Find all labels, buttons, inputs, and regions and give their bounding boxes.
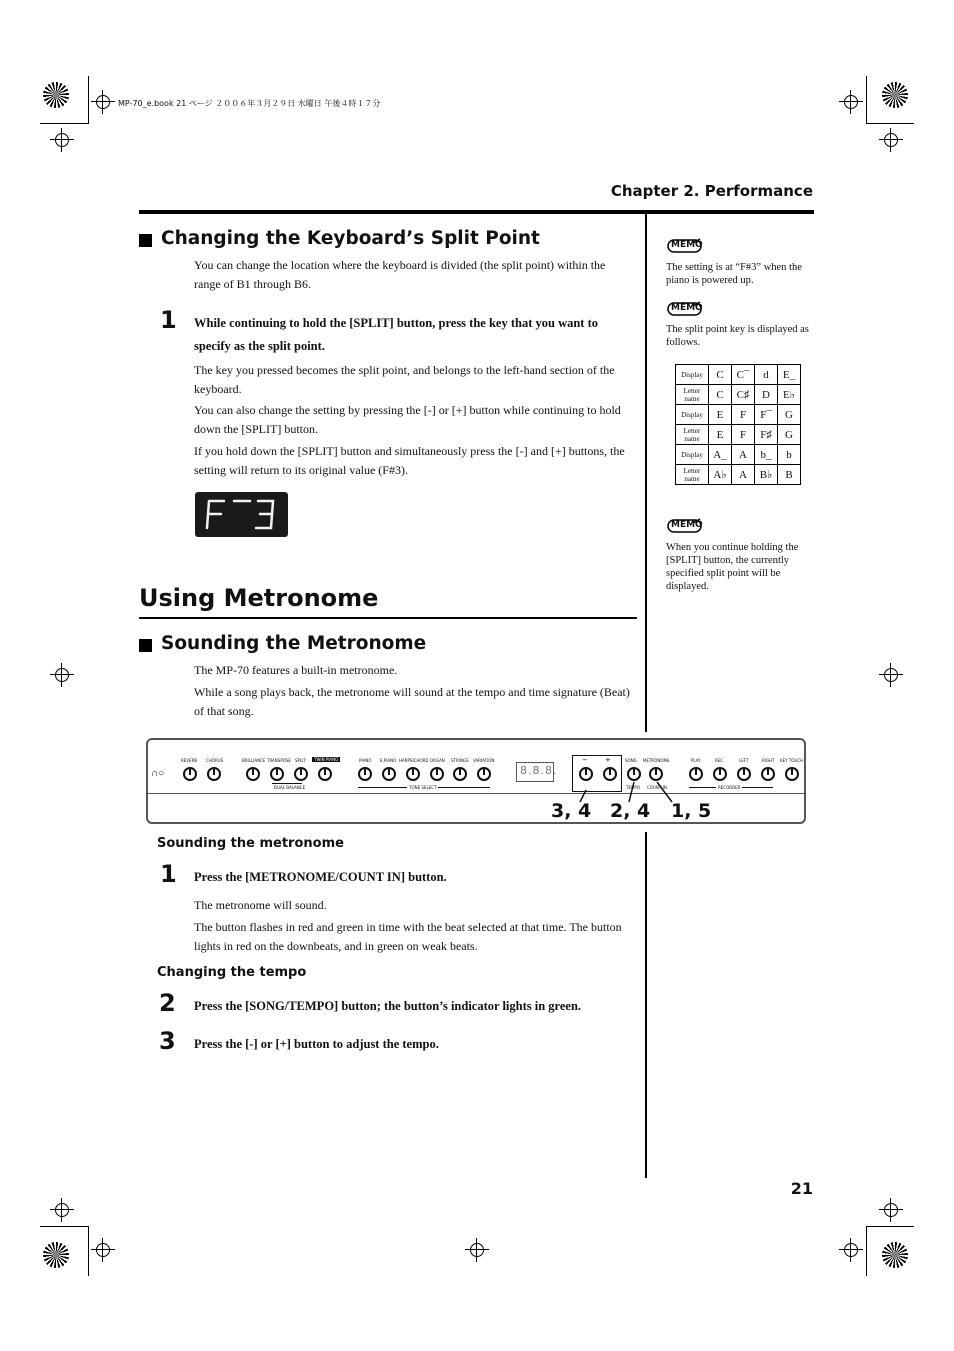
memo-icon <box>667 301 703 317</box>
table-cell: B <box>778 465 801 485</box>
memo-icon <box>667 518 703 534</box>
table-row <box>676 465 801 485</box>
registration-wheel-icon <box>882 1242 908 1268</box>
step-number: 2 <box>159 989 176 1017</box>
headphones-icon: ∩○ <box>151 768 165 779</box>
panel-label: TONE SELECT <box>409 785 437 790</box>
registration-mark-icon <box>844 1243 858 1257</box>
table-cell: b_ <box>755 445 778 465</box>
table-cell: E <box>709 425 732 445</box>
panel-label: − <box>582 756 588 764</box>
table-cell: E <box>709 405 732 425</box>
table-cell: d <box>755 365 778 385</box>
table-cell: b <box>778 445 801 465</box>
table-cell: A♭ <box>709 465 732 485</box>
panel-label: REVERB <box>181 758 198 763</box>
memo-label: MEMO <box>671 520 703 530</box>
step-instruction: Press the [SONG/TEMPO] button; the button’s indicator lights in green. <box>194 999 582 1013</box>
memo-label: MEMO <box>671 303 703 313</box>
table-cell: C <box>709 385 732 405</box>
table-cell: C <box>709 365 732 385</box>
panel-label: SPLIT <box>295 758 306 763</box>
registration-wheel-icon <box>43 82 69 108</box>
paragraph: The metronome will sound. <box>194 898 327 912</box>
table-row <box>676 445 801 465</box>
registration-mark-icon <box>470 1243 484 1257</box>
table-cell: F♯ <box>755 425 778 445</box>
table-row <box>676 385 801 405</box>
table-cell: A <box>732 465 755 485</box>
panel-label: STRINGS <box>451 758 469 763</box>
table-cell: B♭ <box>755 465 778 485</box>
led-display-graphic <box>195 492 288 537</box>
registration-mark-icon <box>884 133 898 147</box>
registration-wheel-icon <box>882 82 908 108</box>
registration-mark-icon <box>96 1243 110 1257</box>
callout-label: 2, 4 <box>610 800 651 822</box>
panel-label: ORGAN <box>430 758 445 763</box>
panel-label: LEFT <box>739 758 749 763</box>
table-cell: F¯ <box>755 405 778 425</box>
display-digits: 8.8.8. <box>520 764 558 777</box>
table-cell: Letter name <box>676 465 709 485</box>
registration-mark-icon <box>55 133 69 147</box>
registration-wheel-icon <box>43 1242 69 1268</box>
table-cell: E_ <box>778 365 801 385</box>
table-cell: C♯ <box>732 385 755 405</box>
section-heading: Sounding the Metronome <box>161 633 427 654</box>
panel-label: TRANSPOSE <box>267 758 291 763</box>
table-row <box>676 365 801 385</box>
memo-note: When you continue holding the [SPLIT] button, the currently specified split point will be displayed. <box>666 542 799 592</box>
registration-mark-icon <box>884 1203 898 1217</box>
chapter-section-title: Using Metronome <box>139 584 379 612</box>
section-heading: Changing the Keyboard’s Split Point <box>161 228 540 249</box>
table-cell: G <box>778 405 801 425</box>
panel-label: E.PIANO <box>380 758 397 763</box>
step-instruction: Press the [METRONOME/COUNT IN] button. <box>194 870 447 884</box>
split-point-table <box>675 364 801 485</box>
header-rule <box>139 210 814 214</box>
panel-label: RECORDER <box>718 785 741 790</box>
table-row <box>676 425 801 445</box>
callout-label: 1, 5 <box>671 800 712 822</box>
title-rule <box>139 617 637 619</box>
table-cell: G <box>778 425 801 445</box>
panel-label: METRONOME <box>643 758 670 763</box>
table-cell: F <box>732 405 755 425</box>
paragraph: The MP-70 features a built-in metronome. <box>194 663 398 677</box>
panel-label: BRILLIANCE <box>242 758 266 763</box>
column-divider <box>645 832 647 1178</box>
panel-label: TEMPO <box>626 785 640 790</box>
step-number: 1 <box>160 860 177 888</box>
panel-label: REC <box>715 758 724 763</box>
paragraph: The key you pressed becomes the split point, and belongs to the left-hand section of the keyboard. <box>194 363 615 396</box>
step-number: 1 <box>160 306 177 334</box>
registration-mark-icon <box>55 1203 69 1217</box>
intro-paragraph: You can change the location where the keyboard is divided (the split point) within the range of B1 through B6. <box>194 258 606 291</box>
step-instruction: While continuing to hold the [SPLIT] button, press the key that you want to specify as the split point. <box>194 316 598 353</box>
panel-label: CHORUS <box>206 758 224 763</box>
registration-mark-icon <box>844 95 858 109</box>
panel-label: HARPSICHORD <box>399 758 429 763</box>
memo-note: The split point key is displayed as follows. <box>666 324 809 348</box>
memo-icon <box>667 238 703 254</box>
paragraph: You can also change the setting by pressing the [-] or [+] button while continuing to hold down the [SPLIT] button. <box>194 403 621 436</box>
paragraph: While a song plays back, the metronome will sound at the tempo and time signature (Beat) of that song. <box>194 685 630 718</box>
panel-label: + <box>605 756 611 764</box>
panel-label: RIGHT <box>762 758 775 763</box>
file-info: MP-70_e.book 21 ページ ２００６年３月２９日 水曜日 午後４時１７分 <box>118 99 381 108</box>
step-number: 3 <box>159 1027 176 1055</box>
memo-note: The setting is at “F#3” when the piano is powered up. <box>666 262 802 286</box>
subheading: Changing the tempo <box>157 965 307 980</box>
table-cell: Display <box>676 445 709 465</box>
panel-label: PLAY <box>691 758 701 763</box>
panel-label: SONG <box>625 758 637 763</box>
step-instruction: Press the [-] or [+] button to adjust the tempo. <box>194 1037 439 1051</box>
registration-mark-icon <box>884 668 898 682</box>
panel-label: VARIATION <box>473 758 495 763</box>
paragraph: The button flashes in red and green in time with the beat selected at that time. The button lights in red on the downbeats, and in green on weak beats. <box>194 920 622 953</box>
table-cell: E♭ <box>778 385 801 405</box>
panel-label: TWIN PIANO <box>314 757 339 762</box>
table-cell: Letter name <box>676 425 709 445</box>
table-cell: A <box>732 445 755 465</box>
table-cell: Display <box>676 365 709 385</box>
table-cell: A_ <box>709 445 732 465</box>
table-row <box>676 405 801 425</box>
panel-label: KEY TOUCH <box>780 758 804 763</box>
memo-label: MEMO <box>671 240 703 250</box>
page-number: 21 <box>790 1179 813 1198</box>
panel-label: DUAL BALANCE <box>274 785 306 790</box>
display-value <box>288 492 289 493</box>
heading-bullet <box>139 639 152 652</box>
table-cell: D <box>755 385 778 405</box>
heading-bullet <box>139 234 152 247</box>
column-divider <box>645 214 647 732</box>
table-cell: Display <box>676 405 709 425</box>
table-cell: F <box>732 425 755 445</box>
table-cell: C¯ <box>732 365 755 385</box>
chapter-title: Chapter 2. Performance <box>610 182 813 200</box>
callout-label: 3, 4 <box>551 800 592 822</box>
subheading: Sounding the metronome <box>157 836 344 851</box>
registration-mark-icon <box>55 668 69 682</box>
registration-mark-icon <box>96 95 110 109</box>
panel-label: COUNT IN <box>647 785 667 790</box>
paragraph: If you hold down the [SPLIT] button and simultaneously press the [-] and [+] buttons, the setting will return to its original value (F#3). <box>194 444 625 477</box>
table-cell: Letter name <box>676 385 709 405</box>
panel-label: PIANO <box>359 758 372 763</box>
led-display <box>195 492 288 537</box>
